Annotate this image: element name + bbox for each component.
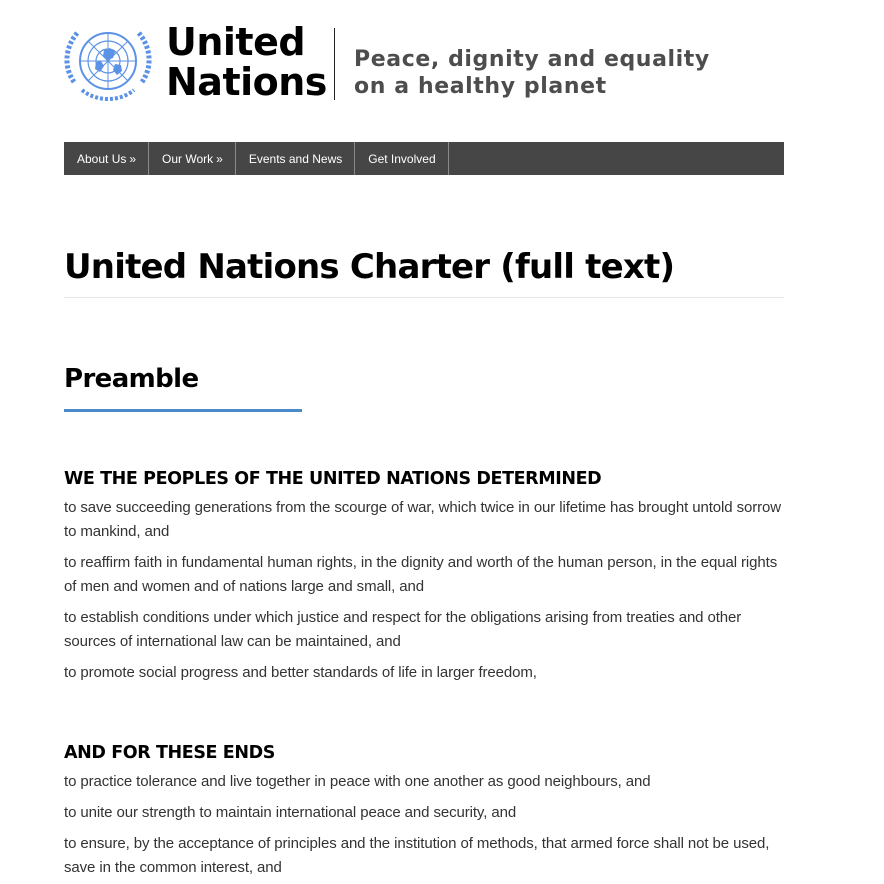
header-divider: [334, 28, 335, 100]
nav-item-label: Events and News: [248, 151, 343, 166]
preamble-paragraph: to save succeeding generations from the scourge of war, which twice in our lifetime has brought untold sorrow to mankind, and: [64, 499, 781, 540]
section-title-underline: [64, 409, 302, 412]
org-name-line1: United: [166, 20, 306, 64]
nav-item-label: Our Work: [162, 151, 214, 166]
org-name-line2: Nations: [166, 60, 327, 104]
title-divider: [64, 297, 784, 298]
submenu-arrow-icon: »: [216, 151, 223, 166]
main-navigation: [64, 142, 784, 175]
submenu-arrow-icon: »: [129, 151, 137, 166]
nav-item-our-work[interactable]: [149, 142, 236, 175]
preamble-paragraph: to unite our strength to maintain international peace and security, and: [64, 804, 517, 821]
header-tagline: [354, 46, 710, 100]
preamble-paragraph: to promote social progress and better standards of life in larger freedom,: [64, 664, 537, 681]
nav-item-get-involved[interactable]: [355, 142, 448, 175]
nav-item-label: About Us: [77, 151, 127, 166]
nav-item-events-and-news[interactable]: [236, 142, 355, 175]
block-heading: WE THE PEOPLES OF THE UNITED NATIONS DETERMINED: [64, 469, 602, 489]
preamble-block-determined: [64, 467, 784, 685]
section-title-preamble: Preamble: [64, 364, 199, 394]
preamble-paragraph: to establish conditions under which justice and respect for the obligations arising from treaties and other sources of international law can be maintained, and: [64, 609, 742, 650]
nav-item-about-us[interactable]: [64, 142, 149, 175]
preamble-paragraph: to reaffirm faith in fundamental human rights, in the dignity and worth of the human person, in the equal rights of men and women and of nations large and small, and: [64, 554, 778, 595]
tagline-line1: Peace, dignity and equality: [354, 47, 710, 72]
preamble-paragraph: to ensure, by the acceptance of principles and the institution of methods, that armed force shall not be used, save in the common interest, and: [64, 835, 770, 876]
page-title: United Nations Charter (full text): [64, 247, 675, 287]
site-header: [60, 22, 780, 106]
preamble-paragraph: to practice tolerance and live together in peace with one another as good neighbours, and: [64, 773, 651, 790]
tagline-line2: on a healthy planet: [354, 74, 607, 99]
org-wordmark: [166, 22, 327, 102]
un-emblem-icon: [60, 24, 156, 104]
nav-item-label: Get Involved: [368, 151, 436, 166]
block-heading: AND FOR THESE ENDS: [64, 743, 275, 763]
preamble-block-ends: [64, 741, 784, 880]
